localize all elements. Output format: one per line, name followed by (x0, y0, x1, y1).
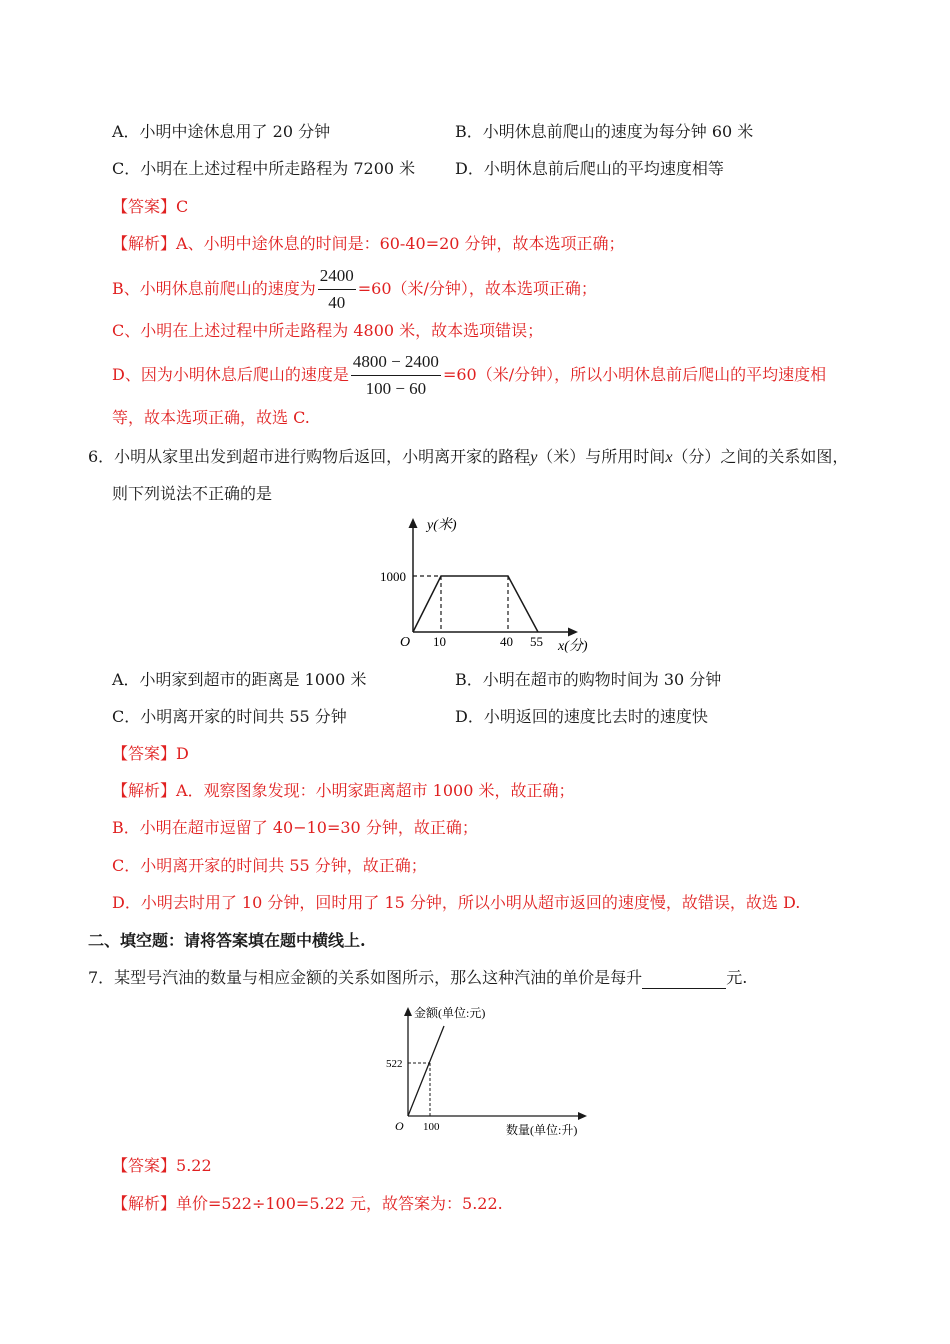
q5-option-a: A．小明中途休息用了 20 分钟 (112, 122, 331, 141)
q7-analysis (112, 1193, 503, 1215)
q5-analysis-b (112, 264, 597, 314)
variable-x: x (665, 449, 673, 466)
q6-analysis-d: D．小明去时用了 10 分钟，回时用了 15 分钟，所以小明从超市返回的速度慢，故错误，故选 D. (112, 893, 801, 912)
x-axis-label: 数量(单位:升) (506, 1123, 578, 1137)
analysis-text: =60（米/分钟），所以小明休息前后爬山的平均速度相 (442, 365, 827, 384)
analysis-tag: 【解析】 (112, 234, 177, 253)
q6-answer (112, 743, 189, 765)
analysis-text: D、因为小明休息后爬山的速度是 (112, 365, 349, 384)
x-tick-55: 55 (530, 634, 543, 649)
fraction-numerator: 2400 (319, 265, 354, 285)
answer-tag: 【答案】 (112, 1156, 177, 1175)
q5-analysis-d (112, 350, 826, 400)
price-line (408, 1026, 444, 1116)
section-heading: 二、填空题：请将答案填在题中横线上. (88, 931, 366, 950)
x-tick-100: 100 (423, 1121, 440, 1133)
q5-option-d: D．小明休息前后爬山的平均速度相等 (455, 159, 724, 178)
answer-value: C (176, 197, 189, 216)
x-tick-40: 40 (500, 634, 513, 649)
origin-label: O (400, 635, 411, 650)
stem-text: （分）之间的关系如图， (672, 447, 849, 466)
origin-label: O (395, 1119, 404, 1133)
q7-stem (88, 967, 747, 989)
analysis-text: =60（米/分钟），故本选项正确； (357, 279, 597, 298)
q5-option-c: C．小明在上述过程中所走路程为 7200 米 (112, 159, 416, 178)
y-axis-arrow (404, 1007, 412, 1016)
q5-answer (112, 196, 188, 218)
stem-text: （米）与所用时间 (537, 447, 666, 466)
fraction-numerator: 4800 − 2400 (352, 351, 439, 371)
analysis-tag: 【解析】 (112, 1194, 177, 1213)
q6-analysis-c: C．小明离开家的时间共 55 分钟，故正确； (112, 856, 427, 875)
distance-line (413, 576, 538, 632)
fraction-denominator: 40 (318, 289, 356, 314)
analysis-text: 单价=522÷100=5.22 元，故答案为：5.22. (176, 1194, 503, 1213)
q6-stem-line1 (88, 446, 848, 469)
variable-y: y (530, 449, 538, 466)
answer-tag: 【答案】 (112, 744, 177, 763)
q6-option-b: B．小明在超市的购物时间为 30 分钟 (455, 670, 722, 689)
answer-value: D (176, 744, 189, 763)
q6-option-a: A．小明家到超市的距离是 1000 米 (112, 670, 367, 689)
y-tick-1000: 1000 (380, 569, 406, 584)
answer-blank (642, 970, 726, 989)
fraction (351, 351, 441, 400)
q7-price-quantity-graph (380, 1000, 595, 1140)
q5-analysis-a (112, 233, 625, 255)
x-axis-label: x(分) (558, 639, 588, 654)
q6-stem-line2: 则下列说法不正确的是 (112, 484, 273, 503)
stem-text: 6．小明从家里出发到超市进行购物后返回，小明离开家的路程 (88, 447, 531, 466)
answer-tag: 【答案】 (112, 197, 177, 216)
fraction (318, 265, 356, 314)
analysis-text: A．观察图象发现：小明家距离超市 1000 米，故正确； (176, 781, 575, 800)
analysis-text: A、小明中途休息的时间是：60-40=20 分钟，故本选项正确； (176, 234, 625, 253)
q5-analysis-c: C、小明在上述过程中所走路程为 4800 米，故本选项错误； (112, 321, 544, 340)
analysis-tag: 【解析】 (112, 781, 177, 800)
stem-text: 7．某型号汽油的数量与相应金额的关系如图所示，那么这种汽油的单价是每升 (88, 968, 643, 987)
stem-text: 元. (726, 968, 748, 987)
y-tick-522: 522 (386, 1058, 403, 1070)
q5-analysis-d-cont: 等，故本选项正确，故选 C. (112, 408, 310, 427)
x-tick-10: 10 (433, 634, 446, 649)
y-axis-label: 金额(单位:元) (414, 1006, 486, 1020)
x-axis-arrow (578, 1112, 587, 1120)
q6-option-d: D．小明返回的速度比去时的速度快 (455, 707, 708, 726)
answer-value: 5.22 (176, 1156, 212, 1175)
q7-answer (112, 1155, 212, 1177)
q6-analysis-b: B．小明在超市逗留了 40−10=30 分钟，故正确； (112, 818, 478, 837)
fraction-denominator: 100 − 60 (351, 375, 441, 400)
y-axis-label: y(米) (427, 518, 457, 533)
q6-distance-time-graph (375, 512, 605, 657)
y-axis-arrow (409, 518, 418, 528)
q6-analysis-a (112, 780, 574, 802)
q5-option-b: B．小明休息前爬山的速度为每分钟 60 米 (455, 122, 754, 141)
x-axis-arrow (568, 628, 578, 637)
analysis-text: B、小明休息前爬山的速度为 (112, 279, 316, 298)
q6-option-c: C．小明离开家的时间共 55 分钟 (112, 707, 347, 726)
